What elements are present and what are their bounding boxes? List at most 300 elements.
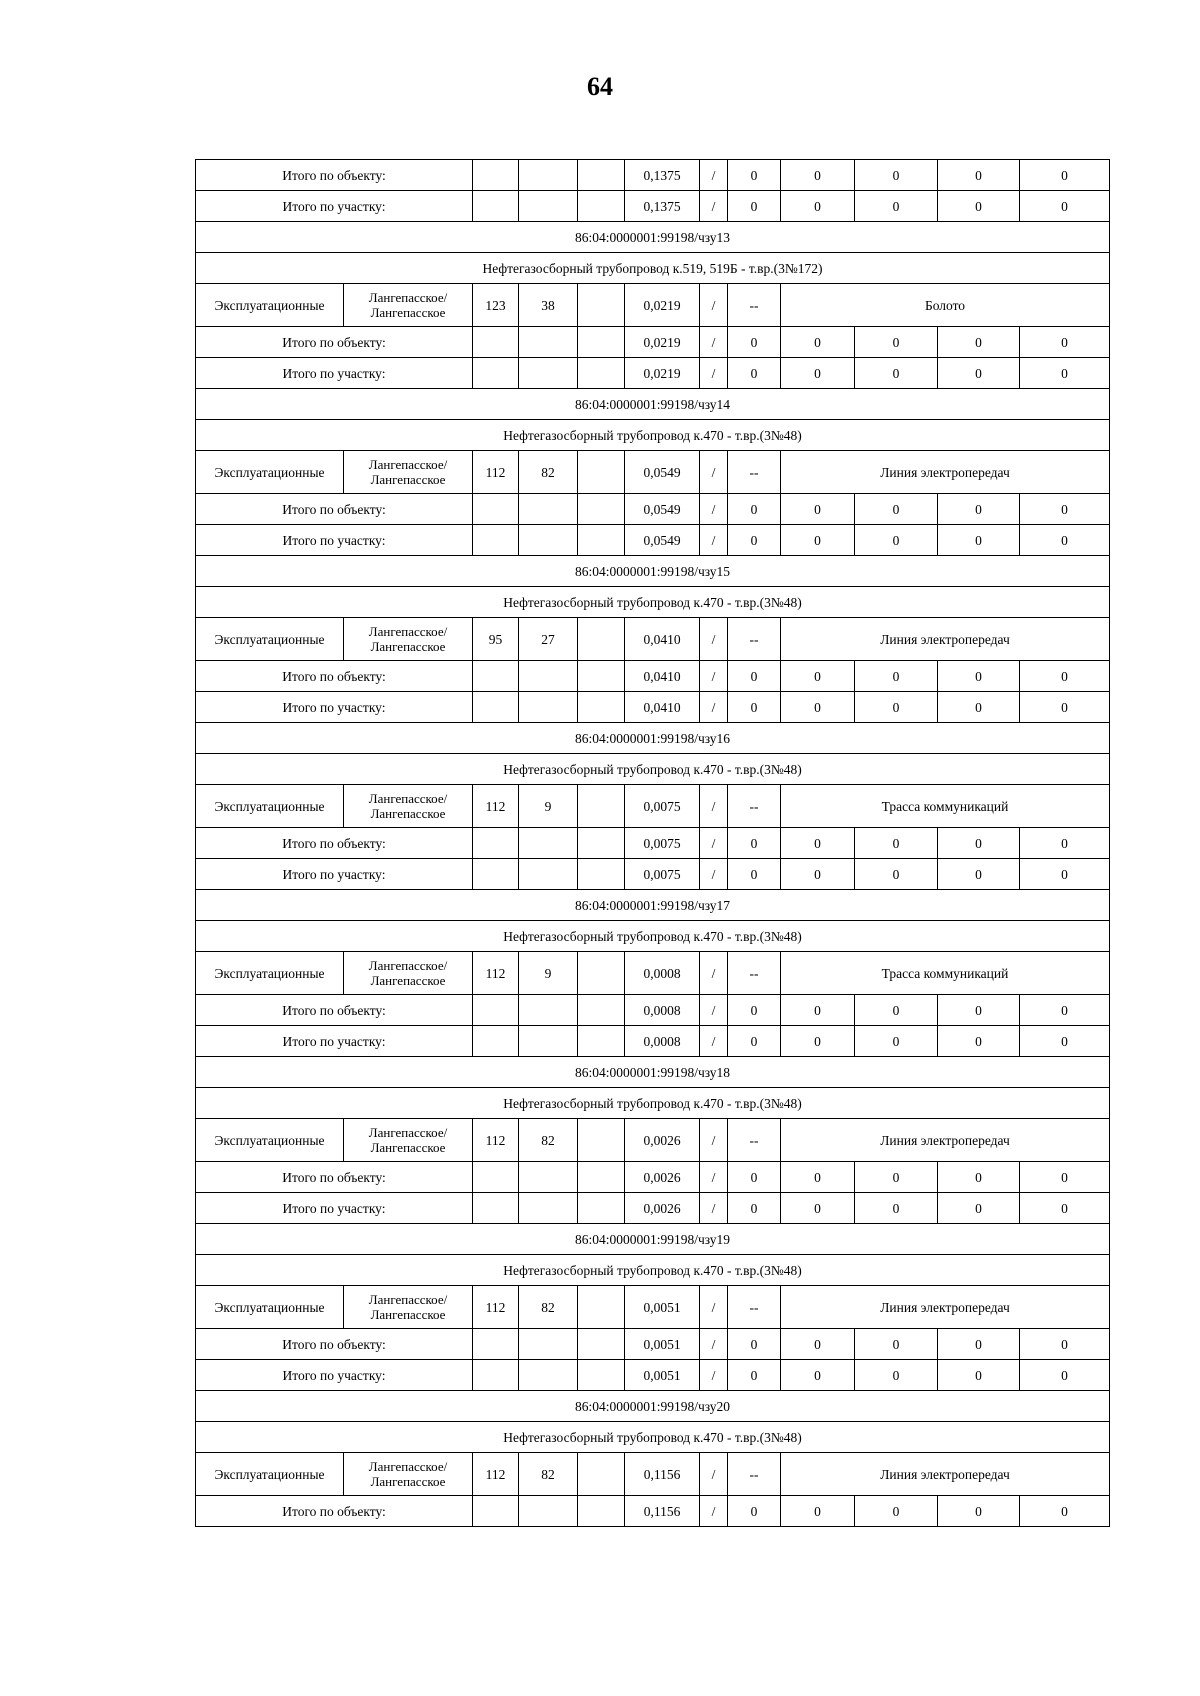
empty-cell <box>578 859 625 890</box>
field-name-line-2: Лангепасское <box>370 472 446 487</box>
land-register-table <box>195 159 1110 1527</box>
value-cell: 0 <box>1020 1496 1110 1527</box>
empty-cell <box>519 995 578 1026</box>
quarter-number: 123 <box>473 284 519 327</box>
value-cell: 0 <box>1020 995 1110 1026</box>
value-cell: 0 <box>938 1162 1020 1193</box>
value-cell: 0 <box>1020 1026 1110 1057</box>
empty-cell <box>519 358 578 389</box>
field-name-cell <box>344 952 473 995</box>
table-row-heading <box>196 587 1110 618</box>
empty-cell <box>578 1193 625 1224</box>
field-name-line-1: Лангепасское/ <box>368 958 448 973</box>
table-row-total <box>196 327 1110 358</box>
value-cell: 0 <box>1020 859 1110 890</box>
area-value: 0,0026 <box>625 1119 700 1162</box>
section-heading: 86:04:0000001:99198/чзу15 <box>196 556 1110 587</box>
section-number: 82 <box>519 1453 578 1496</box>
table-row-total <box>196 1360 1110 1391</box>
area-value: 0,0219 <box>625 327 700 358</box>
value-cell: 0 <box>728 160 781 191</box>
separator: / <box>700 191 728 222</box>
land-use-type: Эксплуатационные <box>196 785 344 828</box>
empty-cell <box>519 525 578 556</box>
empty-cell <box>519 327 578 358</box>
value-cell: 0 <box>781 859 855 890</box>
value-cell: 0 <box>938 1193 1020 1224</box>
empty-cell <box>473 661 519 692</box>
empty-cell <box>519 1360 578 1391</box>
land-category: Линия электропередач <box>781 1286 1110 1329</box>
total-label: Итого по объекту: <box>196 1496 473 1527</box>
separator: / <box>700 661 728 692</box>
value-cell: 0 <box>938 692 1020 723</box>
table-row-total <box>196 494 1110 525</box>
land-use-type: Эксплуатационные <box>196 1286 344 1329</box>
total-label: Итого по участку: <box>196 525 473 556</box>
total-label: Итого по участку: <box>196 358 473 389</box>
value-cell: 0 <box>938 995 1020 1026</box>
value-cell: 0 <box>781 327 855 358</box>
empty-cell <box>519 1496 578 1527</box>
total-label: Итого по участку: <box>196 859 473 890</box>
value-cell: 0 <box>938 859 1020 890</box>
quarter-number: 112 <box>473 1119 519 1162</box>
separator: / <box>700 859 728 890</box>
value-cell: 0 <box>855 1360 938 1391</box>
empty-cell <box>473 358 519 389</box>
value-cell: 0 <box>728 327 781 358</box>
area-value: 0,0075 <box>625 785 700 828</box>
area-value: 0,0549 <box>625 451 700 494</box>
separator: / <box>700 692 728 723</box>
value-cell: 0 <box>938 327 1020 358</box>
table-row-heading <box>196 1422 1110 1453</box>
area-value: 0,0410 <box>625 618 700 661</box>
total-label: Итого по объекту: <box>196 327 473 358</box>
separator: / <box>700 1360 728 1391</box>
land-use-type: Эксплуатационные <box>196 952 344 995</box>
dash-cell: -- <box>728 1286 781 1329</box>
area-value: 0,0008 <box>625 952 700 995</box>
separator: / <box>700 525 728 556</box>
value-cell: 0 <box>1020 525 1110 556</box>
value-cell: 0 <box>728 1026 781 1057</box>
value-cell: 0 <box>855 1026 938 1057</box>
field-name-line-1: Лангепасское/ <box>368 791 448 806</box>
section-heading: 86:04:0000001:99198/чзу14 <box>196 389 1110 420</box>
area-value: 0,0051 <box>625 1286 700 1329</box>
table-row-total <box>196 859 1110 890</box>
empty-cell <box>578 1496 625 1527</box>
empty-cell <box>519 828 578 859</box>
area-value: 0,0410 <box>625 661 700 692</box>
value-cell: 0 <box>1020 692 1110 723</box>
area-value: 0,0549 <box>625 525 700 556</box>
empty-cell <box>578 191 625 222</box>
area-value: 0,0008 <box>625 995 700 1026</box>
empty-cell <box>473 828 519 859</box>
section-heading: Нефтегазосборный трубопровод к.470 - т.вр.(3№48) <box>196 587 1110 618</box>
value-cell: 0 <box>855 525 938 556</box>
table-body <box>196 160 1110 1527</box>
dash-cell: -- <box>728 618 781 661</box>
field-name-line-2: Лангепасское <box>370 973 446 988</box>
table-row-heading <box>196 222 1110 253</box>
separator: / <box>700 1119 728 1162</box>
value-cell: 0 <box>1020 1162 1110 1193</box>
empty-cell <box>473 1026 519 1057</box>
field-name-line-1: Лангепасское/ <box>368 1459 448 1474</box>
page-number: 64 <box>587 72 613 101</box>
separator: / <box>700 785 728 828</box>
area-value: 0,1156 <box>625 1453 700 1496</box>
section-number: 27 <box>519 618 578 661</box>
land-use-type: Эксплуатационные <box>196 1119 344 1162</box>
value-cell: 0 <box>781 1193 855 1224</box>
empty-cell <box>519 494 578 525</box>
table-row-heading <box>196 1224 1110 1255</box>
field-name-cell <box>344 284 473 327</box>
value-cell: 0 <box>781 1496 855 1527</box>
section-heading: Нефтегазосборный трубопровод к.519, 519Б - т.вр.(3№172) <box>196 253 1110 284</box>
empty-cell <box>473 1193 519 1224</box>
table-row-total <box>196 692 1110 723</box>
field-name-line-1: Лангепасское/ <box>368 1292 448 1307</box>
value-cell: 0 <box>781 160 855 191</box>
separator: / <box>700 1162 728 1193</box>
total-label: Итого по объекту: <box>196 1329 473 1360</box>
empty-cell <box>578 995 625 1026</box>
table-row-total <box>196 1193 1110 1224</box>
separator: / <box>700 1453 728 1496</box>
quarter-number: 95 <box>473 618 519 661</box>
empty-cell <box>578 692 625 723</box>
field-name-line-1: Лангепасское/ <box>368 1125 448 1140</box>
table-row-main <box>196 1286 1110 1329</box>
total-label: Итого по объекту: <box>196 494 473 525</box>
table-row-total <box>196 995 1110 1026</box>
empty-cell <box>473 995 519 1026</box>
value-cell: 0 <box>855 191 938 222</box>
area-value: 0,1156 <box>625 1496 700 1527</box>
empty-cell <box>519 1162 578 1193</box>
section-heading: Нефтегазосборный трубопровод к.470 - т.вр.(3№48) <box>196 754 1110 785</box>
field-name-line-1: Лангепасское/ <box>368 290 448 305</box>
section-heading: 86:04:0000001:99198/чзу16 <box>196 723 1110 754</box>
field-name-cell <box>344 451 473 494</box>
value-cell: 0 <box>1020 828 1110 859</box>
table-row-main <box>196 1119 1110 1162</box>
separator: / <box>700 952 728 995</box>
empty-cell <box>473 327 519 358</box>
land-category: Трасса коммуникаций <box>781 952 1110 995</box>
separator: / <box>700 1193 728 1224</box>
table-row-total <box>196 191 1110 222</box>
table-row-main <box>196 284 1110 327</box>
value-cell: 0 <box>855 1496 938 1527</box>
field-name-line-1: Лангепасское/ <box>368 457 448 472</box>
table-row-total <box>196 828 1110 859</box>
value-cell: 0 <box>728 692 781 723</box>
land-category: Болото <box>781 284 1110 327</box>
value-cell: 0 <box>855 1162 938 1193</box>
separator: / <box>700 828 728 859</box>
value-cell: 0 <box>728 1329 781 1360</box>
value-cell: 0 <box>781 191 855 222</box>
area-value: 0,0219 <box>625 358 700 389</box>
section-heading: 86:04:0000001:99198/чзу17 <box>196 890 1110 921</box>
table-row-main <box>196 451 1110 494</box>
separator: / <box>700 327 728 358</box>
value-cell: 0 <box>938 494 1020 525</box>
empty-cell <box>578 1162 625 1193</box>
value-cell: 0 <box>728 1496 781 1527</box>
value-cell: 0 <box>855 661 938 692</box>
area-value: 0,0549 <box>625 494 700 525</box>
area-value: 0,0410 <box>625 692 700 723</box>
empty-cell <box>519 859 578 890</box>
empty-cell <box>578 160 625 191</box>
total-label: Итого по объекту: <box>196 1162 473 1193</box>
value-cell: 0 <box>781 995 855 1026</box>
land-category: Линия электропередач <box>781 1453 1110 1496</box>
value-cell: 0 <box>1020 191 1110 222</box>
value-cell: 0 <box>855 1329 938 1360</box>
table-row-heading <box>196 723 1110 754</box>
empty-cell <box>578 284 625 327</box>
field-name-line-1: Лангепасское/ <box>368 624 448 639</box>
dash-cell: -- <box>728 785 781 828</box>
value-cell: 0 <box>938 828 1020 859</box>
table-row-total <box>196 358 1110 389</box>
value-cell: 0 <box>728 1360 781 1391</box>
land-category: Линия электропередач <box>781 1119 1110 1162</box>
land-use-type: Эксплуатационные <box>196 618 344 661</box>
section-number: 82 <box>519 451 578 494</box>
empty-cell <box>578 828 625 859</box>
field-name-line-2: Лангепасское <box>370 806 446 821</box>
area-value: 0,0026 <box>625 1162 700 1193</box>
land-use-type: Эксплуатационные <box>196 451 344 494</box>
land-use-type: Эксплуатационные <box>196 284 344 327</box>
table-row-main <box>196 618 1110 661</box>
value-cell: 0 <box>781 1026 855 1057</box>
value-cell: 0 <box>1020 327 1110 358</box>
empty-cell <box>473 525 519 556</box>
land-category: Линия электропередач <box>781 618 1110 661</box>
quarter-number: 112 <box>473 952 519 995</box>
section-number: 82 <box>519 1119 578 1162</box>
field-name-cell <box>344 1119 473 1162</box>
value-cell: 0 <box>855 1193 938 1224</box>
total-label: Итого по участку: <box>196 1193 473 1224</box>
value-cell: 0 <box>781 828 855 859</box>
empty-cell <box>519 1026 578 1057</box>
empty-cell <box>578 1453 625 1496</box>
value-cell: 0 <box>728 358 781 389</box>
empty-cell <box>578 1360 625 1391</box>
table-row-total <box>196 160 1110 191</box>
value-cell: 0 <box>1020 1193 1110 1224</box>
field-name-line-2: Лангепасское <box>370 639 446 654</box>
value-cell: 0 <box>728 859 781 890</box>
table-row-heading <box>196 389 1110 420</box>
land-category: Трасса коммуникаций <box>781 785 1110 828</box>
value-cell: 0 <box>1020 494 1110 525</box>
separator: / <box>700 160 728 191</box>
value-cell: 0 <box>855 859 938 890</box>
value-cell: 0 <box>855 358 938 389</box>
empty-cell <box>578 661 625 692</box>
value-cell: 0 <box>855 828 938 859</box>
area-value: 0,1375 <box>625 160 700 191</box>
empty-cell <box>519 191 578 222</box>
value-cell: 0 <box>938 1360 1020 1391</box>
value-cell: 0 <box>855 995 938 1026</box>
table-row-heading <box>196 420 1110 451</box>
empty-cell <box>578 785 625 828</box>
quarter-number: 112 <box>473 785 519 828</box>
value-cell: 0 <box>938 661 1020 692</box>
separator: / <box>700 284 728 327</box>
empty-cell <box>578 494 625 525</box>
value-cell: 0 <box>1020 1360 1110 1391</box>
section-heading: Нефтегазосборный трубопровод к.470 - т.вр.(3№48) <box>196 1255 1110 1286</box>
value-cell: 0 <box>728 1193 781 1224</box>
field-name-cell <box>344 1453 473 1496</box>
empty-cell <box>473 1329 519 1360</box>
empty-cell <box>578 1119 625 1162</box>
table-row-total <box>196 525 1110 556</box>
empty-cell <box>519 160 578 191</box>
field-name-line-2: Лангепасское <box>370 1307 446 1322</box>
quarter-number: 112 <box>473 451 519 494</box>
empty-cell <box>578 358 625 389</box>
section-heading: 86:04:0000001:99198/чзу20 <box>196 1391 1110 1422</box>
total-label: Итого по участку: <box>196 692 473 723</box>
field-name-line-2: Лангепасское <box>370 1140 446 1155</box>
table-row-main <box>196 1453 1110 1496</box>
value-cell: 0 <box>781 661 855 692</box>
empty-cell <box>473 1496 519 1527</box>
value-cell: 0 <box>728 525 781 556</box>
total-label: Итого по участку: <box>196 1360 473 1391</box>
value-cell: 0 <box>781 1162 855 1193</box>
total-label: Итого по участку: <box>196 191 473 222</box>
field-name-line-2: Лангепасское <box>370 305 446 320</box>
table-row-heading <box>196 921 1110 952</box>
area-value: 0,0026 <box>625 1193 700 1224</box>
value-cell: 0 <box>781 1360 855 1391</box>
area-value: 0,1375 <box>625 191 700 222</box>
quarter-number: 112 <box>473 1286 519 1329</box>
table-row-total <box>196 1329 1110 1360</box>
dash-cell: -- <box>728 451 781 494</box>
separator: / <box>700 1286 728 1329</box>
value-cell: 0 <box>938 525 1020 556</box>
land-use-type: Эксплуатационные <box>196 1453 344 1496</box>
value-cell: 0 <box>1020 1329 1110 1360</box>
empty-cell <box>473 1162 519 1193</box>
dash-cell: -- <box>728 284 781 327</box>
value-cell: 0 <box>728 995 781 1026</box>
total-label: Итого по объекту: <box>196 995 473 1026</box>
empty-cell <box>578 618 625 661</box>
separator: / <box>700 451 728 494</box>
value-cell: 0 <box>781 358 855 389</box>
empty-cell <box>473 692 519 723</box>
empty-cell <box>578 1026 625 1057</box>
total-label: Итого по участку: <box>196 1026 473 1057</box>
area-value: 0,0051 <box>625 1329 700 1360</box>
table-row-total <box>196 1162 1110 1193</box>
total-label: Итого по объекту: <box>196 661 473 692</box>
value-cell: 0 <box>855 494 938 525</box>
value-cell: 0 <box>855 327 938 358</box>
empty-cell <box>473 160 519 191</box>
section-heading: 86:04:0000001:99198/чзу18 <box>196 1057 1110 1088</box>
field-name-cell <box>344 785 473 828</box>
table-row-total <box>196 1026 1110 1057</box>
value-cell: 0 <box>728 1162 781 1193</box>
table-row-heading <box>196 556 1110 587</box>
section-number: 9 <box>519 952 578 995</box>
table-row-total <box>196 661 1110 692</box>
field-name-line-2: Лангепасское <box>370 1474 446 1489</box>
table-row-heading <box>196 754 1110 785</box>
value-cell: 0 <box>728 494 781 525</box>
empty-cell <box>473 494 519 525</box>
area-value: 0,0075 <box>625 859 700 890</box>
empty-cell <box>473 859 519 890</box>
total-label: Итого по объекту: <box>196 828 473 859</box>
empty-cell <box>578 1329 625 1360</box>
value-cell: 0 <box>781 692 855 723</box>
quarter-number: 112 <box>473 1453 519 1496</box>
area-value: 0,0219 <box>625 284 700 327</box>
field-name-cell <box>344 1286 473 1329</box>
value-cell: 0 <box>855 160 938 191</box>
area-value: 0,0075 <box>625 828 700 859</box>
section-number: 38 <box>519 284 578 327</box>
empty-cell <box>519 661 578 692</box>
section-heading: 86:04:0000001:99198/чзу19 <box>196 1224 1110 1255</box>
table-row-heading <box>196 1088 1110 1119</box>
value-cell: 0 <box>938 191 1020 222</box>
dash-cell: -- <box>728 1119 781 1162</box>
total-label: Итого по объекту: <box>196 160 473 191</box>
value-cell: 0 <box>728 661 781 692</box>
value-cell: 0 <box>1020 358 1110 389</box>
table-row-heading <box>196 1391 1110 1422</box>
section-heading: Нефтегазосборный трубопровод к.470 - т.вр.(3№48) <box>196 1422 1110 1453</box>
table-row-heading <box>196 890 1110 921</box>
separator: / <box>700 618 728 661</box>
value-cell: 0 <box>938 1329 1020 1360</box>
empty-cell <box>473 191 519 222</box>
value-cell: 0 <box>781 494 855 525</box>
empty-cell <box>578 1286 625 1329</box>
table-row-main <box>196 952 1110 995</box>
value-cell: 0 <box>728 191 781 222</box>
value-cell: 0 <box>938 1496 1020 1527</box>
empty-cell <box>578 525 625 556</box>
separator: / <box>700 1329 728 1360</box>
empty-cell <box>519 1329 578 1360</box>
field-name-cell <box>344 618 473 661</box>
separator: / <box>700 1026 728 1057</box>
